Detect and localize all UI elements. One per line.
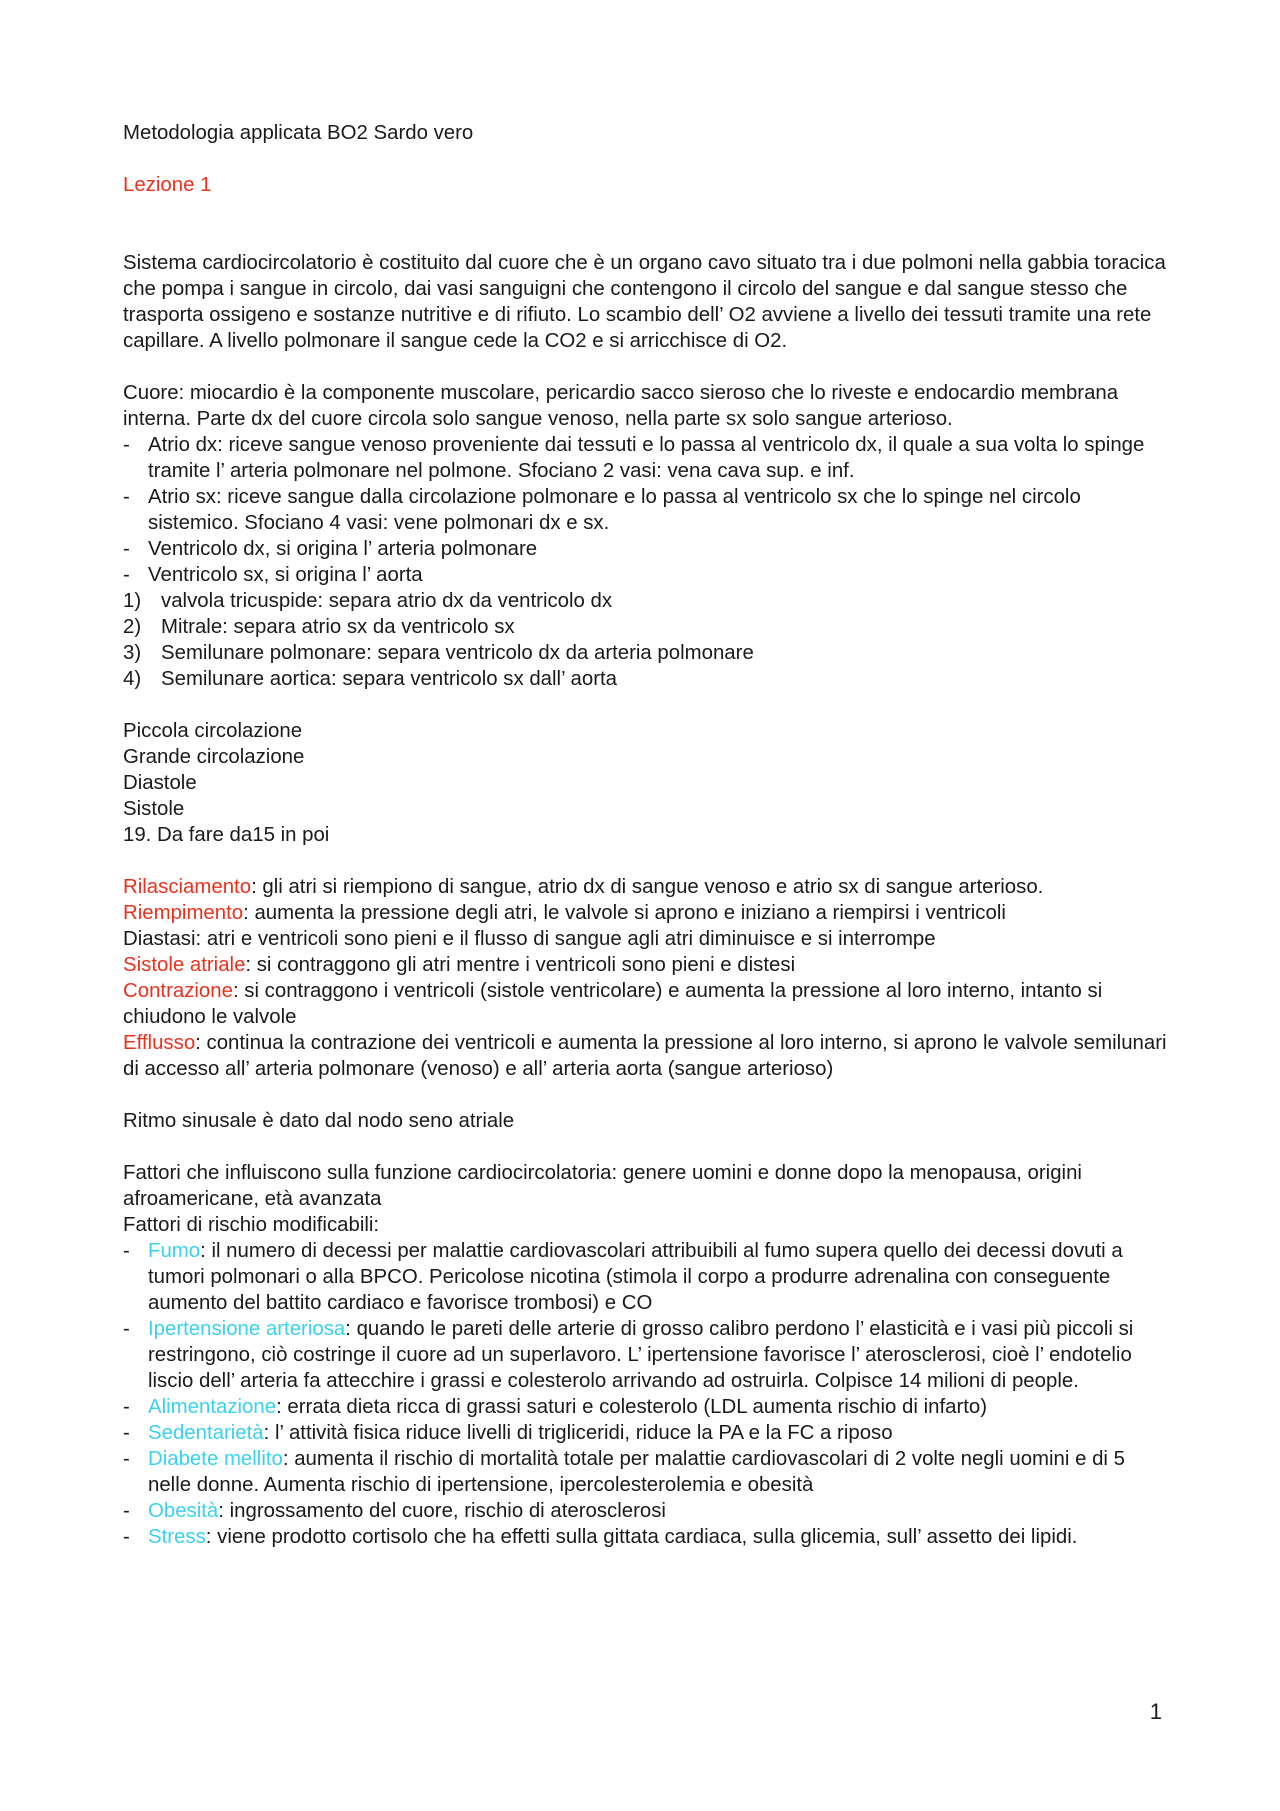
risk-factors-list	[123, 1238, 1168, 1550]
cuore-paragraph: Cuore: miocardio è la componente muscolare, pericardio sacco sieroso che lo riveste e endocardio membrana interna. Parte dx del cuore circola solo sangue venoso, nella parte sx solo sangue arterioso.	[123, 382, 1119, 430]
list-item: - Fumo: il numero di decessi per malattie cardiovascolari attribuibili al fumo supera quello dei decessi dovuti a tumori polmonari o alla BPCO. Pericolose nicotina (stimola il corpo a produrre adrenalina con conseguente aumento del battito cardiaco e favorisce trombosi) e CO	[123, 1240, 1123, 1314]
list-item: - Ipertensione arteriosa: quando le pareti delle arterie di grosso calibro perdono l’ elasticità e i vasi più piccoli si restringono, ciò costringe il cuore ad un superlavoro. L’ ipertensione favorisce l’ aterosclerosi, cioè l’ endotelio liscio dell’ arteria fa attecchire i grassi e colesterolo arrivando ad ostruirla. Colpisce 14 milioni di people.	[123, 1318, 1134, 1392]
risk-term: Alimentazione	[148, 1396, 277, 1418]
phase-term: Rilasciamento	[123, 876, 252, 898]
phase-term: Riempimento	[123, 902, 244, 924]
bullet-marker: -	[123, 486, 130, 508]
bullet-marker: -	[123, 538, 130, 560]
lesson-heading: Lezione 1	[123, 174, 212, 196]
risk-term: Fumo	[148, 1240, 201, 1262]
list-number: 4)	[123, 668, 142, 690]
circulation-terms	[123, 718, 1168, 848]
bullet-marker: -	[123, 1318, 130, 1340]
phase-line: Diastasi: atri e ventricoli sono pieni e il flusso di sangue agli atri diminuisce e si interrompe	[123, 928, 936, 950]
phase-line: Riempimento: aumenta la pressione degli atri, le valvole si aprono e iniziano a riempirsi i ventricoli	[123, 902, 1006, 924]
fattori-modificabili-title: Fattori di rischio modificabili:	[123, 1214, 380, 1236]
text-line: Piccola circolazione	[123, 720, 303, 742]
risk-term: Ipertensione arteriosa	[148, 1318, 346, 1340]
bullet-marker: -	[123, 1396, 130, 1418]
list-item: - Obesità: ingrossamento del cuore, rischio di aterosclerosi	[123, 1500, 666, 1522]
fattori-paragraph: Fattori che influiscono sulla funzione cardiocircolatoria: genere uomini e donne dopo la menopausa, origini afroamericane, età avanzata	[123, 1162, 1082, 1210]
list-item: - Alimentazione: errata dieta ricca di grassi saturi e colesterolo (LDL aumenta rischio di infarto)	[123, 1396, 988, 1418]
list-item: - Stress: viene prodotto cortisolo che ha effetti sulla gittata cardiaca, sulla glicemia, sull’ assetto dei lipidi.	[123, 1526, 1078, 1548]
ritmo-line: Ritmo sinusale è dato dal nodo seno atriale	[123, 1110, 515, 1132]
phase-line: Sistole atriale: si contraggono gli atri mentre i ventricoli sono pieni e distesi	[123, 954, 796, 976]
document-page	[123, 120, 1168, 1550]
list-item: - Atrio sx: riceve sangue dalla circolazione polmonare e lo passa al ventricolo sx che lo spinge nel circolo sistemico. Sfociano 4 vasi: vene polmonari dx e sx.	[123, 486, 1081, 534]
list-item: - Ventricolo dx, si origina l’ arteria polmonare	[123, 538, 538, 560]
phase-line: Rilasciamento: gli atri si riempiono di sangue, atrio dx di sangue venoso e atrio sx di sangue arterioso.	[123, 876, 1044, 898]
text-line: Diastole	[123, 772, 197, 794]
list-item: 3) Semilunare polmonare: separa ventricolo dx da arteria polmonare	[123, 642, 754, 664]
bullet-marker: -	[123, 434, 130, 456]
phase-term: Contrazione	[123, 980, 233, 1002]
phase-term: Efflusso	[123, 1032, 196, 1054]
intro-paragraph: Sistema cardiocircolatorio è costituito dal cuore che è un organo cavo situato tra i due polmoni nella gabbia toracica che pompa i sangue in circolo, dai vasi sanguigni che contengono il circolo del sangue e dal sangue stesso che trasporta ossigeno e sostanze nutritive e di rifiuto. Lo scambio dell’ O2 avviene a livello dei tessuti tramite una rete capillare. A livello polmonare il sangue cede la CO2 e si arricchisce di O2.	[123, 252, 1166, 352]
list-number: 3)	[123, 642, 142, 664]
text-line: Grande circolazione	[123, 746, 305, 768]
valves-list	[123, 588, 1168, 692]
risk-term: Diabete mellito	[148, 1448, 283, 1470]
list-item: - Diabete mellito: aumenta il rischio di mortalità totale per malattie cardiovascolari di 2 volte negli uomini e di 5 nelle donne. Aumenta rischio di ipertensione, ipercolesterolemia e obesità	[123, 1448, 1125, 1496]
bullet-marker: -	[123, 1500, 130, 1522]
phase-line: Contrazione: si contraggono i ventricoli (sistole ventricolare) e aumenta la pressione al loro interno, intanto si chiudono le valvole	[123, 980, 1103, 1028]
page-number: 1	[1149, 1699, 1162, 1724]
doc-title: Metodologia applicata BO2 Sardo vero	[123, 122, 474, 144]
bullet-marker: -	[123, 564, 130, 586]
list-item: - Sedentarietà: l’ attività fisica riduce livelli di trigliceridi, riduce la PA e la FC a riposo	[123, 1422, 893, 1444]
list-item: - Ventricolo sx, si origina l’ aorta	[123, 564, 423, 586]
risk-term: Obesità	[148, 1500, 219, 1522]
list-item: 2) Mitrale: separa atrio sx da ventricolo sx	[123, 616, 515, 638]
cardiac-phases	[123, 874, 1168, 1082]
bullet-marker: -	[123, 1448, 130, 1470]
list-item: - Atrio dx: riceve sangue venoso proveniente dai tessuti e lo passa al ventricolo dx, il quale a sua volta lo spinge tramite l’ arteria polmonare nel polmone. Sfociano 2 vasi: vena cava sup. e inf.	[123, 434, 1145, 482]
bullet-marker: -	[123, 1526, 130, 1548]
phase-term: Sistole atriale	[123, 954, 246, 976]
list-number: 2)	[123, 616, 142, 638]
heart-parts-list	[123, 432, 1168, 588]
text-line: Sistole	[123, 798, 185, 820]
text-line: 19. Da fare da15 in poi	[123, 824, 330, 846]
bullet-marker: -	[123, 1422, 130, 1444]
bullet-marker: -	[123, 1240, 130, 1262]
phase-line: Efflusso: continua la contrazione dei ventricoli e aumenta la pressione al loro interno, si aprono le valvole semilunari di accesso all’ arteria polmonare (venoso) e all’ arteria aorta (sangue arterioso)	[123, 1032, 1167, 1080]
risk-term: Stress	[148, 1526, 206, 1548]
risk-term: Sedentarietà	[148, 1422, 264, 1444]
list-item: 4) Semilunare aortica: separa ventricolo sx dall’ aorta	[123, 668, 617, 690]
list-item: 1) valvola tricuspide: separa atrio dx da ventricolo dx	[123, 590, 613, 612]
list-number: 1)	[123, 590, 142, 612]
